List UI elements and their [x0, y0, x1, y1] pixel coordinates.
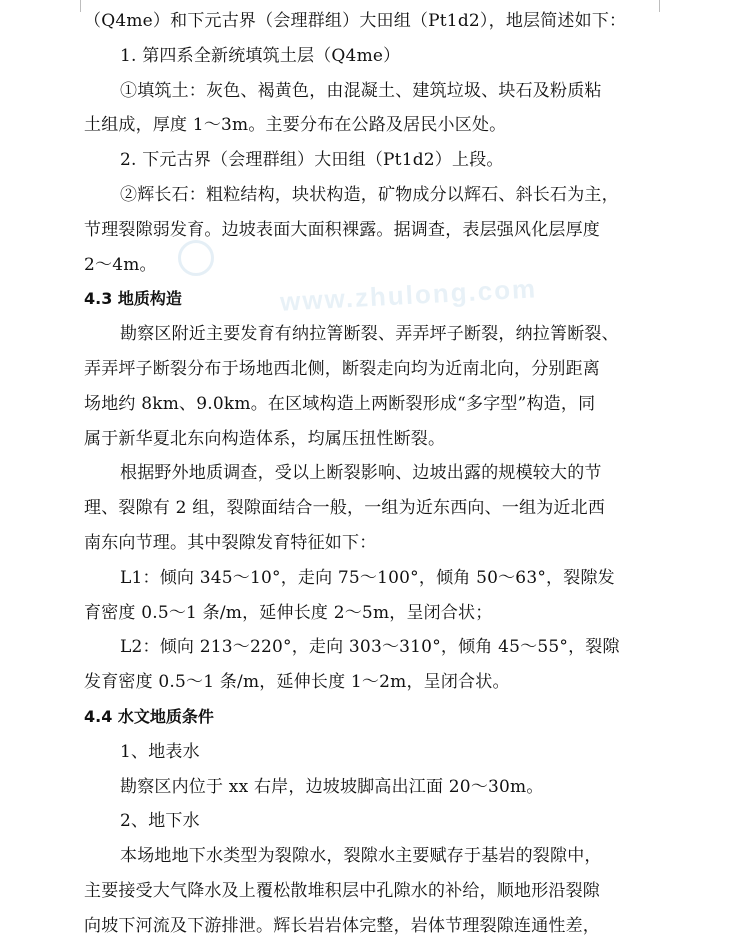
text-line: 南东向节理。其中裂隙发育特征如下：	[84, 532, 377, 553]
page-corner-mark-right	[659, 0, 674, 12]
text-line: 本场地地下水类型为裂隙水，裂隙水主要赋存于基岩的裂隙中，	[120, 846, 602, 867]
section-heading: 4.3 地质构造	[84, 289, 182, 309]
watermark: www.zhulong.com	[279, 273, 538, 317]
section-heading: 4.4 水文地质条件	[84, 706, 214, 726]
text-line: ①填筑土：灰色、褐黄色，由混凝土、建筑垃圾、块石及粉质粘	[120, 80, 602, 101]
text-line: L2：倾向 213～220°，走向 303～310°，倾角 45～55°，裂隙	[120, 637, 620, 658]
text-line: 1、地表水	[120, 741, 200, 762]
document-page	[84, 4, 644, 944]
page-corner-mark-left	[66, 0, 81, 12]
text-line: L1：倾向 345～10°，走向 75～100°，倾角 50～63°，裂隙发	[120, 567, 615, 588]
text-line: 勘察区附近主要发育有纳拉箐断裂、弄弄坪子断裂，纳拉箐断裂、	[120, 324, 619, 345]
text-line: 弄弄坪子断裂分布于场地西北侧，断裂走向均为近南北向，分别距离	[84, 358, 600, 379]
text-line: 2、地下水	[120, 811, 200, 832]
text-line: 理、裂隙有 2 组，裂隙面结合一般，一组为近东西向、一组为近北西	[84, 498, 606, 519]
text-line: 主要接受大气降水及上覆松散堆积层中孔隙水的补给，顺地形沿裂隙	[84, 880, 600, 901]
text-line: 场地约 8km、9.0km。在区域构造上两断裂形成“多字型”构造，同	[84, 393, 596, 414]
text-line: ②辉长石：粗粒结构，块状构造，矿物成分以辉石、斜长石为主，	[120, 184, 619, 205]
text-line: 土组成，厚度 1～3m。主要分布在公路及居民小区处。	[84, 115, 507, 136]
text-line: 2～4m。	[84, 254, 157, 275]
text-line: 育密度 0.5～1 条/m，延伸长度 2～5m，呈闭合状；	[84, 602, 493, 623]
text-line: 2. 下元古界（会理群组）大田组（Pt1d2）上段。	[120, 150, 504, 171]
text-line: 属于新华夏北东向构造体系，均属压扭性断裂。	[84, 428, 446, 449]
text-line: （Q4me）和下元古界（会理群组）大田组（Pt1d2），地层简述如下：	[84, 11, 627, 31]
text-line: 节理裂隙弱发育。边坡表面大面积裸露。据调查，表层强风化层厚度	[84, 219, 600, 240]
text-line: 向坡下河流及下游排泄。辉长岩岩体完整，岩体节理裂隙连通性差，	[84, 915, 600, 936]
text-line: 根据野外地质调查，受以上断裂影响、边坡出露的规模较大的节	[120, 463, 602, 484]
text-line: 1. 第四系全新统填筑土层（Q4me）	[120, 45, 401, 66]
text-line: 发育密度 0.5～1 条/m，延伸长度 1～2m，呈闭合状。	[84, 672, 510, 693]
text-line: 勘察区内位于 xx 右岸，边坡坡脚高出江面 20～30m。	[120, 776, 544, 797]
